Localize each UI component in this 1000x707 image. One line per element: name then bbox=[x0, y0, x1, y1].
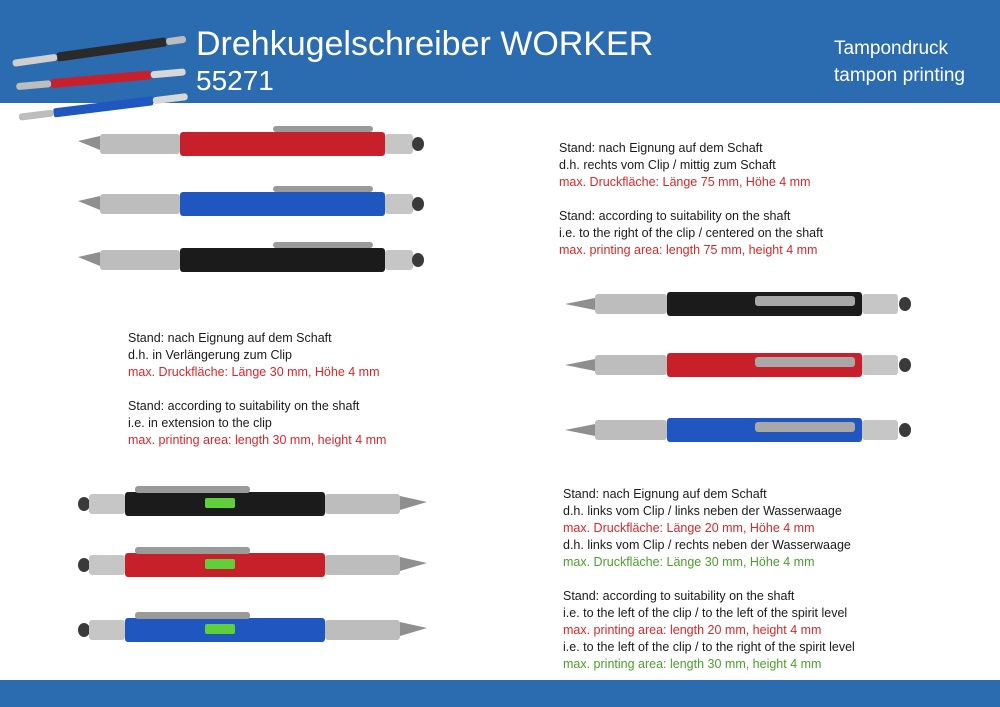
pen-red-spirit-level bbox=[75, 545, 430, 585]
print-info-bottom-right: Stand: nach Eignung auf dem Schaft d.h. links vom Clip / links neben der Wasserwaage max. Druckfläche: Länge 20 mm, Höhe 4 mm d.h. links vom Clip / rechts neben der Wasserwaage max. Druckfläche: Länge 30 mm, Höhe 4 mm Stand: according to suitability on the shaft i.e. to the left of the clip / to the left of the spirit level max. printing area: length 20 mm, height 4 mm i.e. to the left of the clip / to the right of the spirit level max. printing area: length 30 mm, height 4 mm bbox=[563, 487, 855, 671]
article-number: 55271 bbox=[196, 65, 274, 96]
pen-black-spirit-level bbox=[75, 484, 430, 524]
product-thumbnail bbox=[8, 30, 193, 125]
print-method-de: Tampondruck bbox=[834, 38, 949, 59]
product-title: Drehkugelschreiber WORKER bbox=[196, 25, 654, 63]
pen-red-clip-right bbox=[78, 124, 428, 166]
print-method-en: tampon printing bbox=[834, 65, 965, 86]
pen-red-long-clip bbox=[565, 347, 915, 383]
pen-black-long-clip bbox=[565, 286, 915, 322]
pen-blue-clip-right bbox=[78, 184, 428, 226]
footer-bar bbox=[0, 680, 1000, 707]
pen-blue-spirit-level bbox=[75, 610, 430, 650]
pen-blue-long-clip bbox=[565, 412, 915, 448]
print-info-top-right: Stand: nach Eignung auf dem Schaft d.h. rechts vom Clip / mittig zum Schaft max. Druckfläche: Länge 75 mm, Höhe 4 mm Stand: according to suitability on the shaft i.e. to the right of the clip / centered on the shaft max. printing area: length 75 mm, height 4 mm bbox=[559, 141, 824, 257]
pen-black-clip-right bbox=[78, 240, 428, 282]
print-info-middle-left: Stand: nach Eignung auf dem Schaft d.h. in Verlängerung zum Clip max. Druckfläche: Länge 30 mm, Höhe 4 mm Stand: according to suitability on the shaft i.e. in extension to the clip max. printing area: length 30 mm, height 4 mm bbox=[128, 331, 387, 447]
